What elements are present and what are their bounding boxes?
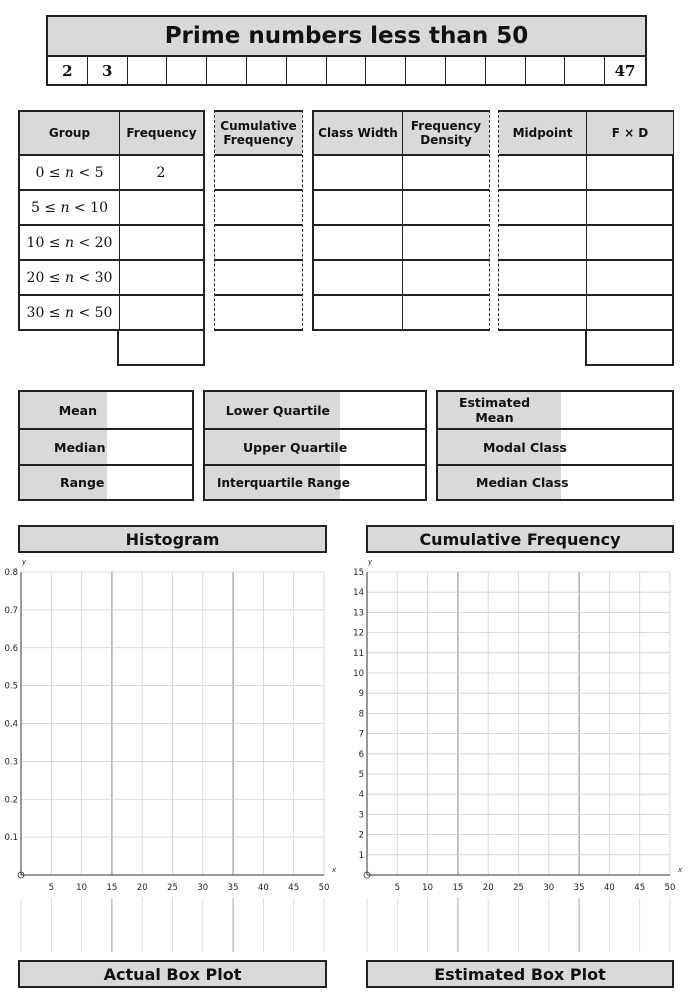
frequency-cell[interactable]: [119, 189, 203, 224]
y-tick-label: 0.6: [4, 643, 18, 654]
y-tick-label: 0.7: [4, 605, 18, 616]
x-tick-label: 35: [573, 883, 585, 893]
x-tick-label: 15: [452, 883, 464, 893]
lower-quartile-label: Lower Quartile: [225, 402, 330, 418]
prime-cell[interactable]: [327, 57, 367, 84]
median-label: Median: [20, 428, 192, 464]
y-tick-label: 3: [358, 810, 364, 821]
prime-cell[interactable]: [167, 57, 207, 84]
group-cell: 20 ≤ 𝑛 < 30: [20, 259, 119, 294]
answer-cell[interactable]: [586, 224, 673, 259]
answer-cell[interactable]: [499, 189, 586, 224]
frequency-density-header: [402, 112, 489, 154]
y-tick-label: 0.8: [4, 568, 18, 578]
frequency-cell[interactable]: 2: [119, 154, 203, 189]
x-tick-label: 15: [106, 883, 118, 893]
box-plot-gridlines: [21, 898, 324, 952]
y-tick-label: 0.2: [4, 795, 18, 806]
y-tick-label: 4: [358, 790, 364, 801]
y-tick-label: 15: [353, 568, 364, 578]
group-cell: 5 ≤ 𝑛 < 10: [20, 189, 119, 224]
answer-cell[interactable]: [215, 154, 302, 189]
answer-cell[interactable]: [215, 224, 302, 259]
group-cell: 30 ≤ 𝑛 < 50: [20, 294, 119, 329]
x-tick-label: 10: [422, 883, 434, 893]
answer-cell[interactable]: [215, 259, 302, 294]
y-tick-label: 2: [358, 830, 364, 841]
prime-numbers-box: [46, 15, 647, 86]
x-tick-label: 45: [634, 883, 646, 893]
x-tick-label: 45: [288, 883, 300, 893]
x-tick-label: 5: [394, 883, 401, 893]
y-tick-label: 1: [358, 850, 364, 861]
prime-cell[interactable]: [565, 57, 605, 84]
y-tick-label: 7: [358, 729, 364, 740]
answer-cell[interactable]: [402, 259, 489, 294]
y-tick-label: 8: [358, 709, 364, 720]
fxd-total-box[interactable]: [585, 329, 674, 366]
y-tick-label: 14: [353, 588, 364, 599]
answer-cell[interactable]: [402, 154, 489, 189]
group-header: Group: [20, 112, 119, 154]
answer-cell[interactable]: [402, 294, 489, 329]
answer-cell[interactable]: [499, 224, 586, 259]
cumulative-frequency-header-line1: Cumulative: [220, 119, 297, 133]
answer-cell[interactable]: [314, 224, 402, 259]
y-tick-label: 5: [358, 770, 364, 780]
x-tick-label: 25: [513, 883, 524, 893]
mean-label: Mean: [58, 402, 97, 418]
frequency-density-header-line1: Frequency: [410, 119, 482, 133]
cumulative-frequency-grid[interactable]: [346, 555, 692, 895]
midpoint-header: Midpoint: [499, 112, 586, 154]
answer-cell[interactable]: [499, 154, 586, 189]
upper-quartile-label: Upper Quartile: [205, 428, 425, 464]
cumulative-frequency-header: [215, 112, 302, 154]
answer-cell[interactable]: [314, 259, 402, 294]
y-tick-label: 6: [358, 749, 364, 760]
range-label: Range: [20, 464, 192, 499]
prime-cell[interactable]: 2: [48, 57, 88, 84]
prime-cell[interactable]: [207, 57, 247, 84]
y-tick-label: 12: [353, 628, 364, 639]
x-axis-label: x: [678, 866, 683, 874]
group-cell: 0 ≤ 𝑛 < 5: [20, 154, 119, 189]
frequency-cell[interactable]: [119, 224, 203, 259]
y-tick-label: 0.5: [4, 681, 18, 692]
y-tick-label: 11: [353, 648, 364, 659]
answer-cell[interactable]: [586, 294, 673, 329]
actual-box-plot-heading: Actual Box Plot: [18, 960, 327, 988]
midpoint-fxd-table: [498, 110, 674, 331]
answer-cell[interactable]: [314, 154, 402, 189]
estimated-mean-label: Estimated Mean: [458, 395, 531, 425]
estimated-box-plot-heading: Estimated Box Plot: [366, 960, 674, 988]
x-tick-label: 30: [543, 883, 555, 893]
prime-cell[interactable]: 47: [614, 61, 636, 80]
cumulative-frequency-column: [214, 110, 303, 331]
y-tick-label: 10: [353, 669, 364, 679]
frequency-cell[interactable]: [119, 294, 203, 329]
x-tick-label: 50: [318, 883, 330, 893]
histogram-heading: Histogram: [18, 525, 327, 553]
prime-cell[interactable]: [366, 57, 406, 84]
answer-cell[interactable]: [586, 154, 673, 189]
estimated-box-plot-strip[interactable]: [346, 896, 692, 954]
prime-cell[interactable]: [446, 57, 486, 84]
prime-cell[interactable]: [287, 57, 327, 84]
x-tick-label: 40: [257, 883, 269, 893]
median-class-label: Median Class: [438, 464, 672, 499]
y-tick-label: 0.3: [4, 757, 18, 768]
answer-cell[interactable]: [402, 224, 489, 259]
y-tick-label: 0.1: [4, 833, 18, 844]
y-axis-label: y: [368, 558, 373, 566]
prime-cell[interactable]: [406, 57, 446, 84]
y-tick-label: 13: [353, 608, 364, 619]
prime-cells-row: [48, 57, 645, 84]
answer-cell[interactable]: [215, 189, 302, 224]
answer-cell[interactable]: [314, 189, 402, 224]
answer-cell[interactable]: [402, 189, 489, 224]
x-tick-label: 30: [197, 883, 209, 893]
histogram-grid[interactable]: [0, 555, 346, 895]
prime-cell[interactable]: 3: [88, 57, 128, 84]
x-tick-label: 20: [482, 883, 494, 893]
prime-cell[interactable]: [247, 57, 287, 84]
x-tick-label: 20: [136, 883, 148, 893]
x-tick-label: 5: [48, 883, 55, 893]
interquartile-range-label: Interquartile Range: [205, 464, 425, 499]
box-plot-gridlines: [367, 898, 670, 952]
cumulative-frequency-heading: Cumulative Frequency: [366, 525, 674, 553]
class-width-header: Class Width: [314, 112, 402, 154]
cumulative-frequency-header-line2: Frequency: [223, 133, 294, 147]
x-axis-label: x: [332, 866, 337, 874]
summary-box-basic: [18, 390, 194, 501]
x-tick-label: 50: [664, 883, 676, 893]
answer-cell[interactable]: [215, 294, 302, 329]
prime-cell[interactable]: [128, 57, 168, 84]
y-tick-label: 9: [358, 689, 364, 700]
x-tick-label: 10: [76, 883, 88, 893]
answer-cell[interactable]: [586, 189, 673, 224]
modal-class-label: Modal Class: [438, 428, 672, 464]
frequency-header: Frequency: [119, 112, 203, 154]
summary-box-estimates: [436, 390, 674, 501]
answer-cell[interactable]: [499, 259, 586, 294]
x-tick-label: 35: [227, 883, 239, 893]
answer-cell[interactable]: [586, 259, 673, 294]
prime-cell[interactable]: [486, 57, 526, 84]
y-tick-label: 0.4: [4, 719, 18, 730]
frequency-cell[interactable]: [119, 259, 203, 294]
class-width-density-table: [312, 110, 490, 331]
frequency-total-box[interactable]: [117, 329, 205, 366]
page-title: Prime numbers less than 50: [48, 17, 645, 57]
x-tick-label: 25: [167, 883, 178, 893]
fxd-header: F × D: [586, 112, 673, 154]
answer-cell[interactable]: [314, 294, 402, 329]
y-axis-label: y: [22, 558, 27, 566]
frequency-density-header-line2: Density: [420, 133, 472, 147]
x-tick-label: 40: [603, 883, 615, 893]
group-frequency-table: [18, 110, 205, 331]
summary-box-quartiles: [203, 390, 427, 501]
prime-cell[interactable]: [526, 57, 566, 84]
actual-box-plot-strip[interactable]: [0, 896, 346, 954]
group-cell: 10 ≤ 𝑛 < 20: [20, 224, 119, 259]
answer-cell[interactable]: [499, 294, 586, 329]
